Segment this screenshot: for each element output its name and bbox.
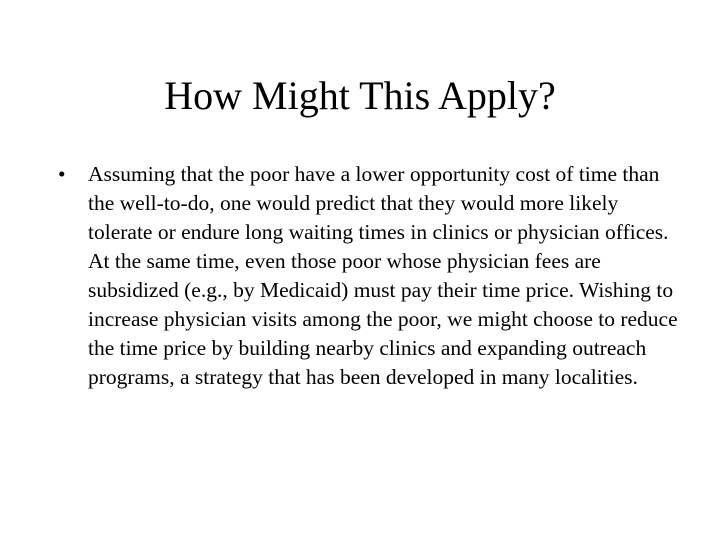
bullet-marker: •: [58, 162, 66, 186]
bullet-list: [58, 160, 678, 392]
bullet-text: Assuming that the poor have a lower opportunity cost of time than the well-to-do, one would predict that they would more likely tolerate or endure long waiting times in clinics or physician offices. At the same time, even those poor whose physician fees are subsidized (e.g., by Medicaid) must pay their time price. Wishing to increase physician visits among the poor, we might choose to reduce the time price by building nearby clinics and expanding outreach programs, a strategy that has been developed in many localities.: [88, 162, 678, 389]
bullet-item: [58, 160, 678, 392]
slide-title: How Might This Apply?: [164, 73, 556, 118]
